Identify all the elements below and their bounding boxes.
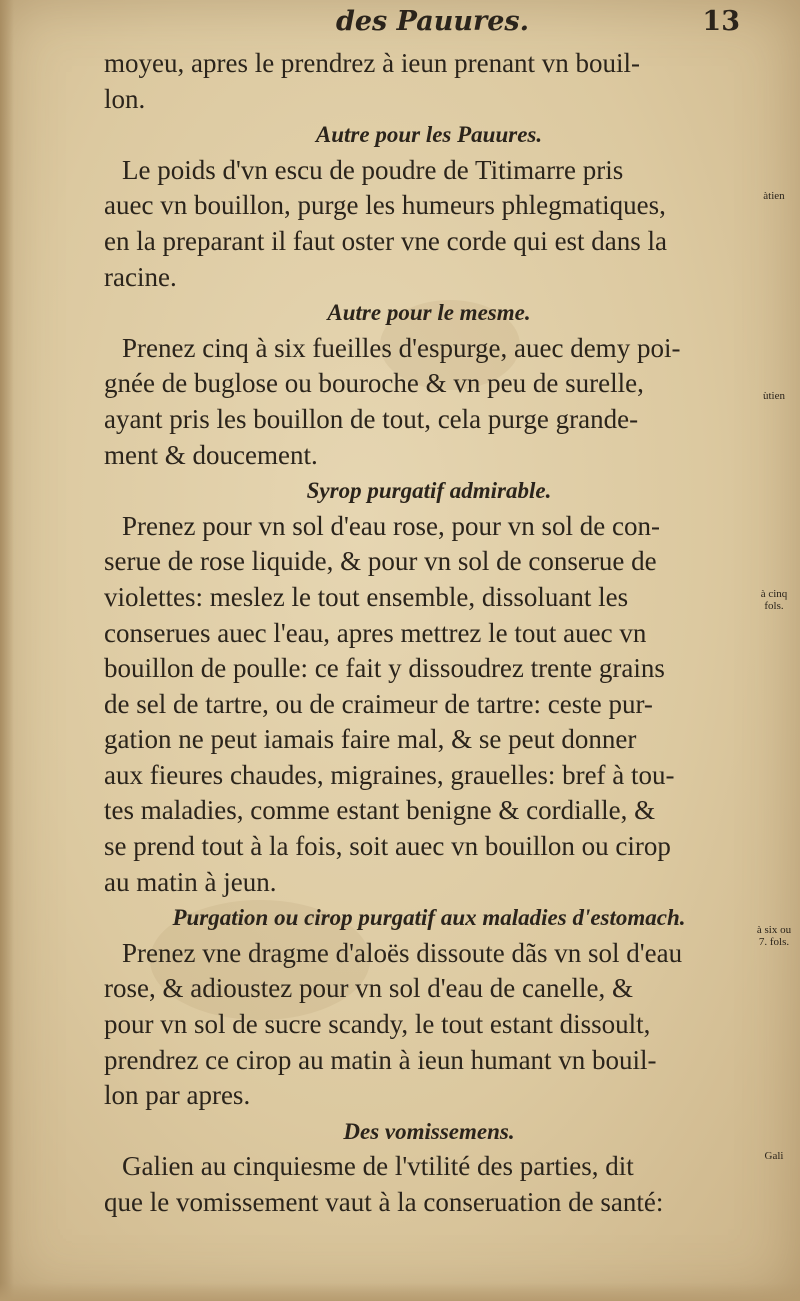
section-heading: Autre pour les Pauures.	[315, 122, 543, 148]
text-line: moyeu, apres le prendrez à ieun prenant vn bouil-	[104, 48, 641, 78]
text-line: Prenez vne dragme d'aloës dissoute dãs vn sol d'eau	[122, 937, 683, 968]
text-line: gnée de buglose ou bouroche & vn peu de surelle,	[104, 368, 644, 399]
section-heading: Purgation ou cirop purgatif aux maladies d'estomach.	[172, 905, 686, 931]
margin-note: à cinq fols.	[760, 588, 788, 612]
text-line: au matin à jeun.	[104, 866, 277, 897]
section-heading: Syrop purgatif admirable.	[306, 478, 552, 504]
text-line: tes maladies, comme estant benigne & cordialle, &	[104, 795, 656, 826]
margin-note: àtien	[763, 190, 785, 202]
margin-note: ùtien	[763, 390, 785, 402]
margin-note: Gali	[764, 1150, 784, 1162]
text-line: lon par apres.	[104, 1080, 251, 1111]
page-header	[0, 6, 800, 46]
margin-note: à six ou 7. fols.	[756, 924, 792, 948]
text-line: prendrez ce cirop au matin à ieun humant vn bouil-	[104, 1044, 657, 1075]
text-line: rose, & adioustez pour vn sol d'eau de canelle, &	[104, 973, 633, 1004]
page-number: 13	[702, 6, 740, 37]
text-line: bouillon de poulle: ce fait y dissoudrez trente grains	[104, 653, 665, 684]
text-line: serue de rose liquide, & pour vn sol de conserue de	[104, 546, 657, 577]
text-line: gation ne peut iamais faire mal, & se peut donner	[104, 724, 637, 755]
text-line: auec vn bouillon, purge les humeurs phlegmatiques,	[104, 190, 666, 221]
text-line: ayant pris les bouillon de tout, cela purge grande-	[104, 403, 639, 434]
page-edge-shadow	[0, 0, 14, 1301]
body-text	[104, 46, 754, 1221]
text-line: pour vn sol de sucre scandy, le tout estant dissoult,	[104, 1009, 651, 1040]
text-line: violettes: meslez le tout ensemble, dissoluant les	[104, 581, 629, 612]
section-heading: Autre pour le mesme.	[327, 300, 531, 326]
text-line: Galien au cinquiesme de l'vtilité des parties, dit	[122, 1151, 634, 1182]
text-line: Prenez pour vn sol d'eau rose, pour vn sol de con-	[122, 510, 660, 541]
section-heading: Des vomissemens.	[343, 1118, 515, 1144]
text-line: racine.	[104, 261, 177, 292]
text-line: que le vomissement vaut à la conseruation de santé:	[104, 1187, 664, 1217]
text-line: conserues auec l'eau, apres mettrez le tout auec vn	[104, 617, 647, 648]
running-title: des Pauures.	[336, 6, 529, 37]
text-line: en la preparant il faut oster vne corde qui est dans la	[104, 225, 668, 256]
text-line: se prend tout à la fois, soit auec vn bouillon ou cirop	[104, 831, 671, 862]
text-line: de sel de tartre, ou de craimeur de tartre: ceste pur-	[104, 688, 653, 719]
page-bottom-shadow	[0, 1283, 800, 1301]
text-line: aux fieures chaudes, migraines, grauelles: bref à tou-	[104, 759, 675, 790]
text-line: Prenez cinq à six fueilles d'espurge, auec demy poi-	[122, 332, 681, 363]
text-line: Le poids d'vn escu de poudre de Titimarre pris	[122, 154, 624, 185]
text-line: lon.	[104, 83, 146, 114]
text-line: ment & doucement.	[104, 439, 318, 470]
